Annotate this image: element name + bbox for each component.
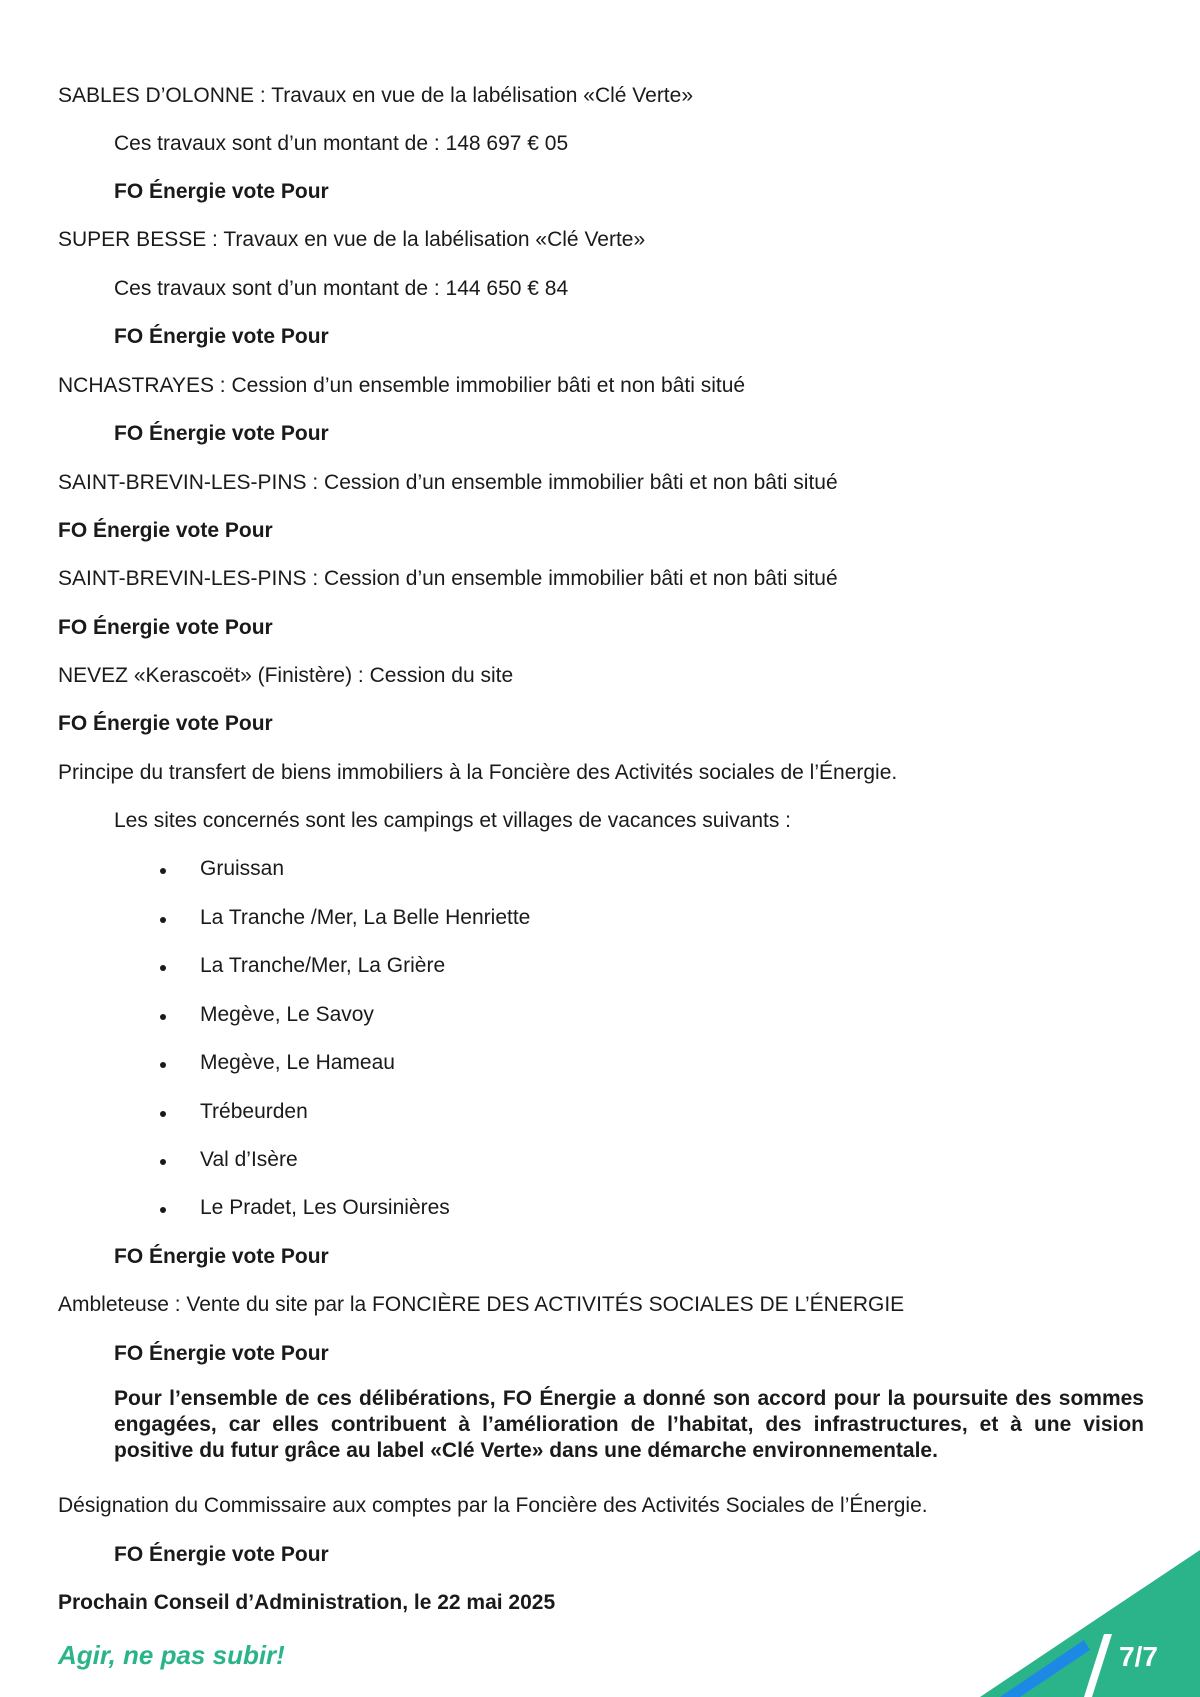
vote-label: FO Énergie vote Pour: [114, 325, 329, 348]
vote-label: FO Énergie vote Pour: [114, 1245, 329, 1268]
site-item: Val d’Isère: [200, 1148, 298, 1171]
bullet-icon: [160, 1062, 166, 1068]
item-super-besse-title: SUPER BESSE : Travaux en vue de la labélisation «Clé Verte»: [58, 228, 646, 251]
item-saint-brevin-title-1: SAINT-BREVIN-LES-PINS : Cession d’un ensemble immobilier bâti et non bâti situé: [58, 471, 838, 494]
next-meeting: Prochain Conseil d’Administration, le 22 mai 2025: [58, 1591, 556, 1614]
vote-label: FO Énergie vote Pour: [114, 1342, 329, 1365]
site-item: Le Pradet, Les Oursinières: [200, 1196, 450, 1219]
footer-green-shape: [980, 1550, 1200, 1697]
sites-intro: Les sites concernés sont les campings et villages de vacances suivants :: [114, 809, 792, 832]
vote-label: FO Énergie vote Pour: [114, 180, 329, 203]
item-commissaire-title: Désignation du Commissaire aux comptes par la Foncière des Activités Sociales de l’Énergie.: [58, 1494, 928, 1517]
site-item: Trébeurden: [200, 1100, 308, 1123]
vote-label: FO Énergie vote Pour: [58, 712, 273, 735]
bullet-icon: [160, 868, 166, 874]
page-number: 7/7: [1119, 1641, 1158, 1672]
bullet-icon: [160, 917, 166, 923]
footer-slogan: Agir, ne pas subir!: [58, 1640, 285, 1670]
vote-label: FO Énergie vote Pour: [114, 422, 329, 445]
bullet-icon: [160, 1207, 166, 1213]
site-item: Gruissan: [200, 857, 285, 880]
vote-label: FO Énergie vote Pour: [58, 616, 273, 639]
vote-label: FO Énergie vote Pour: [114, 1543, 329, 1566]
bullet-icon: [160, 965, 166, 971]
site-item: Megève, Le Savoy: [200, 1003, 374, 1026]
item-transfer-title: Principe du transfert de biens immobiliers à la Foncière des Activités sociales de l’Énergie.: [58, 761, 898, 784]
item-super-besse-amount: Ces travaux sont d’un montant de : 144 650 € 84: [114, 277, 569, 300]
footer-corner-graphic: [980, 1522, 1200, 1697]
item-ambleteuse-title: Ambleteuse : Vente du site par la FONCIÈRE DES ACTIVITÉS SOCIALES DE L’ÉNERGIE: [58, 1293, 905, 1316]
item-sables-amount: Ces travaux sont d’un montant de : 148 697 € 05: [114, 132, 569, 155]
bullet-icon: [160, 1014, 166, 1020]
item-sables-title: SABLES D’OLONNE : Travaux en vue de la labélisation «Clé Verte»: [58, 84, 694, 107]
item-nevez-title: NEVEZ «Kerascoët» (Finistère) : Cession du site: [58, 664, 514, 687]
item-saint-brevin-title-2: SAINT-BREVIN-LES-PINS : Cession d’un ensemble immobilier bâti et non bâti situé: [58, 567, 838, 590]
item-nchastrayes-title: NCHASTRAYES : Cession d’un ensemble immobilier bâti et non bâti situé: [58, 374, 746, 397]
bullet-icon: [160, 1111, 166, 1117]
site-item: La Tranche /Mer, La Belle Henriette: [200, 906, 531, 929]
bullet-icon: [160, 1159, 166, 1165]
site-item: La Tranche/Mer, La Grière: [200, 954, 446, 977]
summary-paragraph: Pour l’ensemble de ces délibérations, FO Énergie a donné son accord pour la poursuite des sommes engagées, car elles contribuent à l’amélioration de l’habitat, des infrastructures, et à une vision positive du futur grâce au label «Clé Verte» dans une démarche environnementale.: [114, 1387, 1144, 1462]
vote-label: FO Énergie vote Pour: [58, 519, 273, 542]
site-item: Megève, Le Hameau: [200, 1051, 395, 1074]
